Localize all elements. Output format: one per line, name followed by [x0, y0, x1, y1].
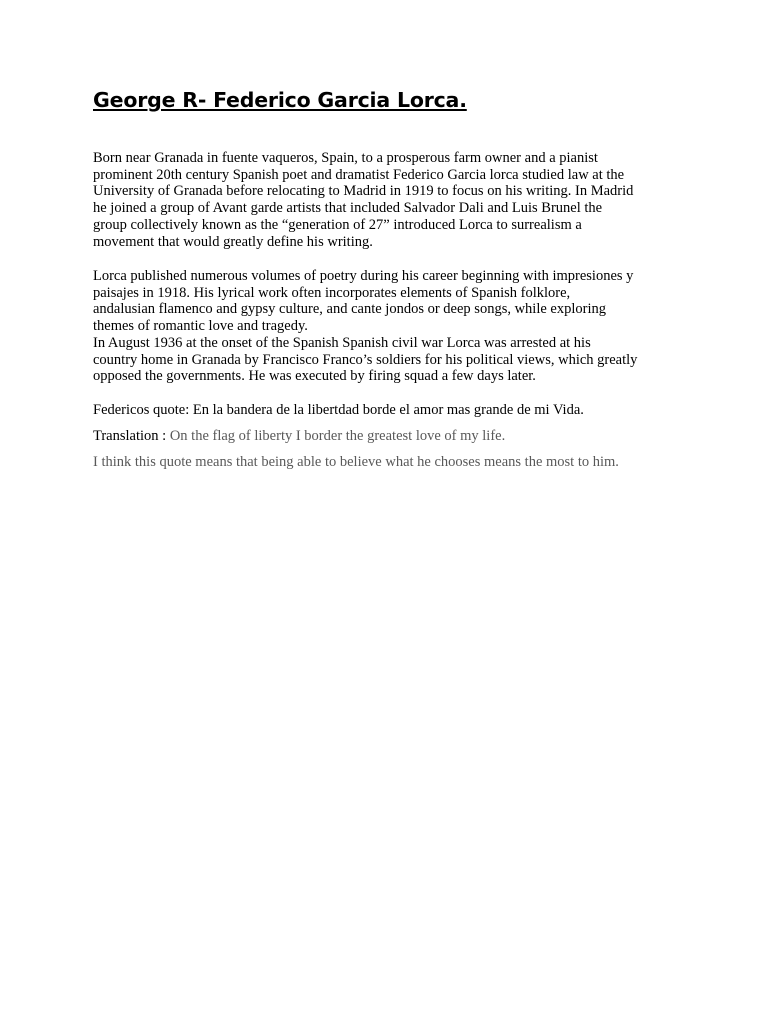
quote-line: Federicos quote: En la bandera de la libertdad borde el amor mas grande de mi Vida.	[93, 402, 584, 418]
paragraph-line: paisajes in 1918. His lyrical work often incorporates elements of Spanish folklore,	[93, 284, 571, 301]
reflection-line: I think this quote means that being able to believe what he chooses means the most to him.	[93, 454, 619, 470]
paragraph-line: opposed the governments. He was executed by firing squad a few days later.	[93, 368, 536, 385]
arrest-paragraph	[93, 335, 693, 385]
biography-paragraph	[93, 150, 693, 250]
paragraph-line: Born near Granada in fuente vaqueros, Spain, to a prosperous farm owner and a pianist	[93, 150, 598, 166]
paragraph-line: andalusian flamenco and gypsy culture, and cante jondos or deep songs, while exploring	[93, 301, 607, 318]
translation-label: Translation :	[93, 428, 170, 444]
paragraph-line: University of Granada before relocating to Madrid in 1919 to focus on his writing. In Madrid	[93, 183, 634, 200]
document-title: George R- Federico Garcia Lorca.	[93, 88, 467, 112]
paragraph-line: prominent 20th century Spanish poet and dramatist Federico Garcia lorca studied law at the	[93, 166, 625, 183]
paragraph-line: themes of romantic love and tragedy.	[93, 318, 308, 335]
paragraph-line: he joined a group of Avant garde artists that included Salvador Dali and Luis Brunel the	[93, 200, 603, 217]
paragraph-line: In August 1936 at the onset of the Spanish Spanish civil war Lorca was arrested at his	[93, 335, 591, 351]
poetry-paragraph	[93, 268, 693, 335]
translation-line	[93, 428, 505, 445]
paragraph-line: country home in Granada by Francisco Franco’s soldiers for his political views, which greatly	[93, 351, 638, 368]
translation-text: On the flag of liberty I border the greatest love of my life.	[169, 428, 506, 444]
paragraph-line: Lorca published numerous volumes of poetry during his career beginning with impresiones y	[93, 268, 634, 284]
paragraph-line: group collectively known as the “generation of 27” introduced Lorca to surrealism a	[93, 216, 582, 233]
paragraph-line: movement that would greatly define his writing.	[93, 233, 373, 250]
